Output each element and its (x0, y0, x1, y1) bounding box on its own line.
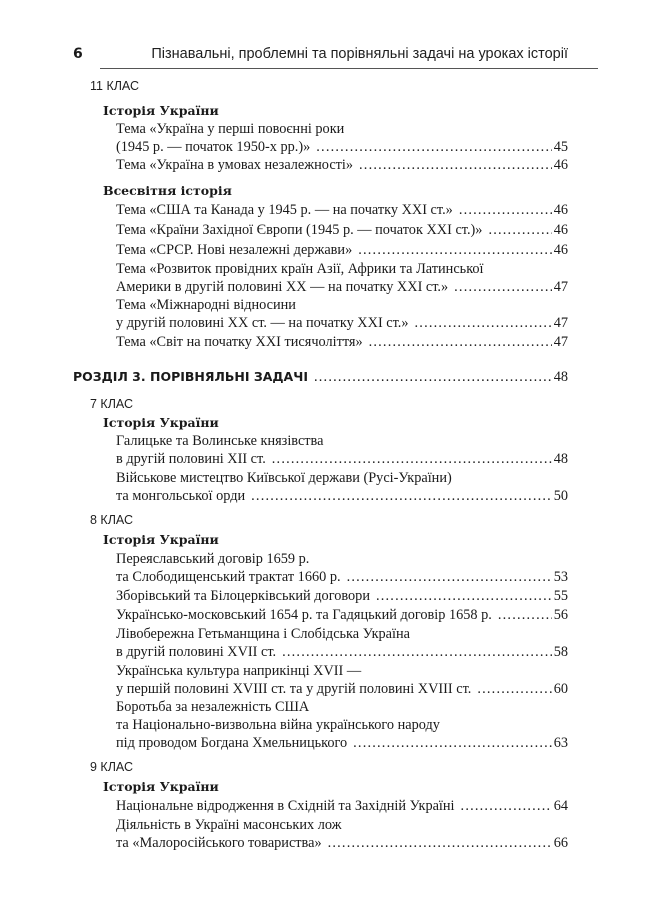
page-ref: 58 (553, 644, 568, 660)
entry-text: під проводом Богдана Хмельницького (116, 735, 348, 751)
subject-ukraine-history: Історія України (103, 103, 219, 118)
page-ref: 47 (553, 279, 568, 295)
leader-dots (376, 588, 552, 605)
entry-text: Діяльність в Україні масонських лож (116, 817, 342, 833)
leader-dots (498, 607, 552, 624)
section-3-entry[interactable] (73, 369, 568, 386)
entry-text: Тема «США та Канада у 1945 р. — на початку XXI ст.» (116, 202, 453, 218)
entry-text: Тема «Світ на початку XXI тисячоліття» (116, 334, 363, 350)
toc-entry-line1[interactable] (116, 121, 344, 138)
toc-entry-line1[interactable] (116, 433, 323, 450)
page-number: 6 (73, 46, 83, 62)
grade-8-heading: 8 КЛАС (90, 513, 133, 527)
grade-11-heading: 11 КЛАС (90, 79, 140, 93)
toc-entry[interactable] (116, 222, 568, 239)
leader-dots (314, 369, 552, 386)
toc-entry[interactable] (116, 681, 568, 698)
subject-world-history: Всесвітня історія (103, 183, 232, 198)
entry-text: Тема «Україна у перші повоєнні роки (116, 121, 345, 137)
entry-text: Тема «Міжнародні відносини (116, 297, 296, 313)
entry-text: Америки в другій половині XX — на початку XXI ст.» (116, 279, 449, 295)
leader-dots (459, 202, 552, 219)
toc-entry-line1[interactable] (116, 626, 410, 643)
leader-dots (477, 681, 551, 698)
page-ref: 46 (553, 222, 568, 238)
toc-entry[interactable] (116, 334, 568, 351)
toc-entry-line1[interactable] (116, 817, 342, 834)
leader-dots (461, 798, 552, 815)
leader-dots (316, 139, 551, 156)
page-ref: 60 (553, 681, 568, 697)
entry-text: та Національно-визвольна війна українського народу (116, 717, 440, 733)
leader-dots (488, 222, 551, 239)
entry-text: Переяславський договір 1659 р. (116, 551, 310, 567)
page-ref: 66 (553, 835, 568, 851)
toc-entry[interactable] (116, 139, 568, 156)
leader-dots (272, 451, 552, 468)
grade-7-heading: 7 КЛАС (90, 397, 133, 411)
toc-entry[interactable] (116, 569, 568, 586)
entry-text: та монгольської орди (116, 488, 246, 504)
toc-entry-line1[interactable] (116, 261, 484, 278)
entry-text: Зборівський та Білоцерківський договори (116, 588, 370, 604)
entry-text: у другій половині XX ст. — на початку XXI ст.» (116, 315, 409, 331)
page-ref: 46 (553, 157, 568, 173)
leader-dots (359, 157, 552, 174)
leader-dots (454, 279, 552, 296)
subject-ukraine-history: Історія України (103, 415, 219, 430)
entry-text: Тема «Країни Західної Європи (1945 р. — початок XXI ст.)» (116, 222, 483, 238)
toc-entry[interactable] (116, 315, 568, 332)
page-ref: 45 (553, 139, 568, 155)
toc-entry-line1[interactable] (116, 699, 309, 716)
toc-entry[interactable] (116, 607, 568, 624)
toc-entry[interactable] (116, 202, 568, 219)
entry-text: Тема «СРСР. Нові незалежні держави» (116, 242, 353, 258)
leader-dots (328, 835, 552, 852)
toc-entry[interactable] (116, 451, 568, 468)
running-title: Пізнавальні, проблемні та порівняльні задачі на уроках історії (151, 46, 568, 62)
page-ref: 63 (553, 735, 568, 751)
leader-dots (282, 644, 552, 661)
leader-dots (415, 315, 552, 332)
toc-entry-line1[interactable] (116, 470, 452, 487)
entry-text: в другій половині XII ст. (116, 451, 266, 467)
leader-dots (353, 735, 552, 752)
toc-entry[interactable] (116, 798, 568, 815)
toc-entry[interactable] (116, 644, 568, 661)
leader-dots (369, 334, 552, 351)
entry-text: Тема «Україна в умовах незалежності» (116, 157, 354, 173)
grade-9-heading: 9 КЛАС (90, 760, 133, 774)
section-title: РОЗДІЛ 3. ПОРІВНЯЛЬНІ ЗАДАЧІ (73, 369, 308, 384)
leader-dots (347, 569, 552, 586)
toc-entry[interactable] (116, 279, 568, 296)
page-ref: 50 (553, 488, 568, 504)
toc-entry[interactable] (116, 242, 568, 259)
entry-text: (1945 р. — початок 1950-х рр.)» (116, 139, 311, 155)
page-ref: 64 (553, 798, 568, 814)
entry-text: у першій половині XVIII ст. та у другій половині XVIII ст. (116, 681, 472, 697)
entry-text: та Слободищенський трактат 1660 р. (116, 569, 341, 585)
toc-entry[interactable] (116, 735, 568, 752)
entry-text: Боротьба за незалежність США (116, 699, 310, 715)
toc-entry[interactable] (116, 835, 568, 852)
page-ref: 55 (553, 588, 568, 604)
leader-dots (251, 488, 552, 505)
entry-text: Українсько-московський 1654 р. та Гадяцький договір 1658 р. (116, 607, 492, 623)
toc-entry[interactable] (116, 588, 568, 605)
toc-entry[interactable] (116, 157, 568, 174)
leader-dots (358, 242, 551, 259)
page-ref: 47 (553, 334, 568, 350)
page-ref: 46 (553, 202, 568, 218)
entry-text: Галицьке та Волинське князівства (116, 433, 324, 449)
page-ref: 48 (553, 369, 568, 385)
toc-entry[interactable] (116, 488, 568, 505)
toc-entry-line2[interactable] (116, 717, 440, 734)
entry-text: Українська культура наприкінці XVII — (116, 663, 362, 679)
page-ref: 47 (553, 315, 568, 331)
page-ref: 53 (553, 569, 568, 585)
entry-text: Національне відродження в Східній та Західній Україні (116, 798, 455, 814)
entry-text: та «Малоросійського товариства» (116, 835, 322, 851)
page-ref: 46 (553, 242, 568, 258)
page-ref: 48 (553, 451, 568, 467)
toc-entry-line1[interactable] (116, 297, 296, 314)
toc-entry-line1[interactable] (116, 663, 361, 680)
subject-ukraine-history: Історія України (103, 779, 219, 794)
subject-ukraine-history: Історія України (103, 532, 219, 547)
entry-text: Лівобережна Гетьманщина і Слобідська Україна (116, 626, 410, 642)
toc-entry-line1[interactable] (116, 551, 309, 568)
entry-text: Військове мистецтво Київської держави (Русі-України) (116, 470, 452, 486)
entry-text: Тема «Розвиток провідних країн Азії, Африки та Латинської (116, 261, 484, 277)
header-rule (100, 68, 598, 69)
entry-text: в другій половині XVII ст. (116, 644, 277, 660)
page-ref: 56 (553, 607, 568, 623)
